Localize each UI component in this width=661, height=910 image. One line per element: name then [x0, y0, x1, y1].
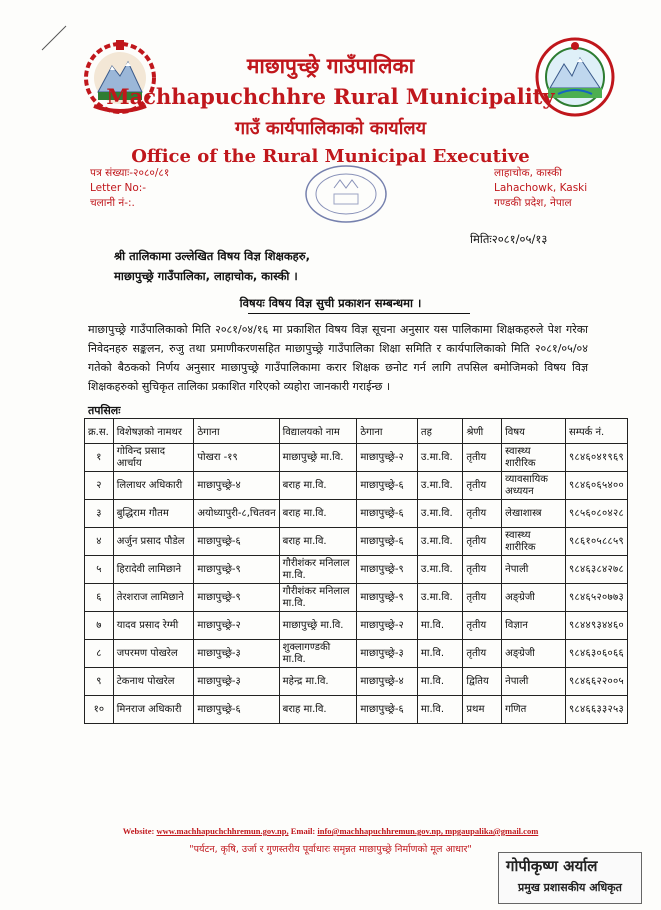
cell-school: बराह मा.वि. [279, 696, 357, 724]
cell-grade: तृतीय [463, 584, 502, 612]
cell-school-address: माछापुच्छ्रे-६ [357, 528, 418, 556]
col-header-contact: सम्पर्क नं. [566, 419, 628, 444]
cell-grade: तृतीय [463, 556, 502, 584]
footer-contact [0, 826, 661, 836]
cell-address: माछापुच्छ्रे-३ [194, 668, 279, 696]
website-link[interactable]: www.machhapuchchhremun.gov.np, [156, 826, 289, 836]
cell-grade: तृतीय [463, 500, 502, 528]
municipality-title-np: माछापुच्छ्रे गाउँपालिका [246, 54, 415, 78]
cell-subject: नेपाली [502, 556, 566, 584]
cell-subject: स्वास्थ्य शारीरिक [502, 444, 566, 472]
col-header-grade: श्रेणी [463, 419, 502, 444]
cell-level: मा.वि. [417, 668, 462, 696]
cell-sn: ९ [85, 668, 114, 696]
letter-meta-left [90, 166, 169, 211]
cell-school: महेन्द्र मा.वि. [279, 668, 357, 696]
subject-underline [248, 313, 470, 314]
email-label: Email: [290, 826, 316, 836]
col-header-school: विद्यालयको नाम [279, 419, 357, 444]
municipality-title-en: Machhapuchchhre Rural Municipality [106, 84, 555, 109]
col-header-school-address: ठेगाना [357, 419, 418, 444]
cell-school: माछापुच्छ्रे मा.वि. [279, 444, 357, 472]
cell-level: मा.वि. [417, 640, 462, 668]
letter-no: Letter No:- [90, 182, 147, 194]
chalani-no: चलानी नं-:. [90, 197, 135, 209]
cell-school: बराह मा.वि. [279, 528, 357, 556]
subject-line: विषयः विषय विज्ञ सुची प्रकाशन सम्बन्धमा । [239, 296, 422, 310]
cell-sn: ४ [85, 528, 114, 556]
place-np: लाहाचोक, कास्की [494, 167, 562, 179]
cell-school: बराह मा.वि. [279, 500, 357, 528]
cell-level: उ.मा.वि. [417, 472, 462, 500]
cell-grade: तृतीय [463, 444, 502, 472]
cell-grade: तृतीय [463, 528, 502, 556]
teacher-list-table [84, 418, 628, 724]
cell-name: टेकनाथ पोखरेल [113, 668, 194, 696]
cell-school-address: माछापुच्छ्रे-२ [357, 444, 418, 472]
cell-name: हिरादेवी लामिछाने [113, 556, 194, 584]
cell-name: लिलाधर अधिकारी [113, 472, 194, 500]
cell-name: गोविन्द प्रसाद आर्चाय [113, 444, 194, 472]
cell-school-address: माछापुच्छ्रे-४ [357, 668, 418, 696]
cell-school-address: माछापुच्छ्रे-९ [357, 584, 418, 612]
table-row [85, 528, 628, 556]
table-row [85, 584, 628, 612]
cell-sn: १० [85, 696, 114, 724]
cell-level: उ.मा.वि. [417, 556, 462, 584]
patra-sankhya: पत्र संख्याः-२०८०/८१ [90, 167, 170, 179]
table-row [85, 640, 628, 668]
col-header-level: तह [417, 419, 462, 444]
tapasil-label: तपसिलः [88, 404, 121, 417]
cell-address: माछापुच्छ्रे-३ [194, 640, 279, 668]
cell-contact: ९८४६३८४२७८ [566, 556, 628, 584]
footer-slogan: "पर्यटन, कृषि, उर्जा र गुणस्तरीय पूर्वाधारः समृन्नत माछापुच्छ्रे निर्माणको मूल आधार" [189, 844, 472, 855]
province: गण्डकी प्रदेश, नेपाल [494, 197, 572, 209]
cell-level: उ.मा.वि. [417, 528, 462, 556]
col-header-name: विशेषज्ञको नामथर [113, 419, 194, 444]
office-title-en: Office of the Rural Municipal Executive [131, 146, 530, 167]
cell-grade: प्रथम [463, 696, 502, 724]
cell-level: मा.वि. [417, 696, 462, 724]
cell-name: बुद्धिराम गौतम [113, 500, 194, 528]
cell-contact: ९८४६५२०७७३ [566, 584, 628, 612]
cell-sn: ७ [85, 612, 114, 640]
cell-sn: ३ [85, 500, 114, 528]
cell-contact: ९८४४९३४४६० [566, 612, 628, 640]
cell-subject: व्यावसायिक अध्ययन [502, 472, 566, 500]
cell-school: माछापुच्छ्रे मा.वि. [279, 612, 357, 640]
cell-school: शुक्लागण्डकी मा.वि. [279, 640, 357, 668]
signatory-title: प्रमुख प्रशासकीय अधिकृत [518, 881, 622, 894]
addressee-line2: माछापुच्छ्रे गाउँपालिका, लाहाचोक, कास्की । [114, 269, 298, 283]
cell-school-address: माछापुच्छ्रे-६ [357, 696, 418, 724]
cell-contact: ९८४६६२२००५ [566, 668, 628, 696]
cell-grade: तृतीय [463, 612, 502, 640]
corner-mark [40, 22, 70, 52]
cell-subject: अङ्ग्रेजी [502, 584, 566, 612]
cell-subject: नेपाली [502, 668, 566, 696]
cell-school: गौरीशंकर मनिलाल मा.वि. [279, 584, 357, 612]
cell-contact: ९८४६६३३२५३ [566, 696, 628, 724]
cell-grade: द्वितिय [463, 668, 502, 696]
cell-sn: ६ [85, 584, 114, 612]
addressee-line1: श्री तालिकामा उल्लेखित विषय विज्ञ शिक्षकहरु, [114, 249, 310, 263]
cell-grade: तृतीय [463, 640, 502, 668]
table-row [85, 444, 628, 472]
table-row [85, 696, 628, 724]
cell-school-address: माछापुच्छ्रे-२ [357, 612, 418, 640]
col-header-sn: क्र.स. [85, 419, 114, 444]
cell-address: माछापुच्छ्रे-९ [194, 556, 279, 584]
cell-name: मिनराज अधिकारी [113, 696, 194, 724]
cell-sn: १ [85, 444, 114, 472]
cell-grade: तृतीय [463, 472, 502, 500]
table-row [85, 556, 628, 584]
website-label: Website: [122, 826, 155, 836]
cell-name: जपरमण पोखरेल [113, 640, 194, 668]
cell-level: मा.वि. [417, 612, 462, 640]
cell-contact: ९८६१०५८८५९ [566, 528, 628, 556]
cell-school-address: माछापुच्छ्रे-९ [357, 556, 418, 584]
cell-address: माछापुच्छ्रे-९ [194, 584, 279, 612]
cell-contact: ९८४६०४१९६९ [566, 444, 628, 472]
cell-address: पोखरा -१९ [194, 444, 279, 472]
cell-school-address: माछापुच्छ्रे-६ [357, 472, 418, 500]
cell-address: माछापुच्छ्रे-४ [194, 472, 279, 500]
cell-school-address: माछापुच्छ्रे-३ [357, 640, 418, 668]
cell-school: गौरीशंकर मनिलाल मा.वि. [279, 556, 357, 584]
letter-meta-right [494, 166, 587, 211]
cell-school: बराह मा.वि. [279, 472, 357, 500]
cell-subject: स्वास्थ्य शारीरिक [502, 528, 566, 556]
office-stamp-icon [300, 160, 392, 224]
table-row [85, 612, 628, 640]
cell-address: माछापुच्छ्रे-६ [194, 528, 279, 556]
cell-subject: अङ्ग्रेजी [502, 640, 566, 668]
signatory-name: गोपीकृष्ण अर्याल [506, 857, 598, 875]
cell-school-address: माछापुच्छ्रे-६ [357, 500, 418, 528]
email-link[interactable]: info@machhapuchhremun.gov.np, mpgaupalika@gmail.com [317, 826, 539, 836]
cell-subject: विज्ञान [502, 612, 566, 640]
cell-level: उ.मा.वि. [417, 584, 462, 612]
cell-address: माछापुच्छ्रे-६ [194, 696, 279, 724]
cell-name: तेरशराज लामिछाने [113, 584, 194, 612]
cell-level: उ.मा.वि. [417, 444, 462, 472]
cell-address: अयोध्यापुरी-८,चितवन [194, 500, 279, 528]
cell-sn: ८ [85, 640, 114, 668]
cell-sn: २ [85, 472, 114, 500]
table-body [85, 444, 628, 724]
cell-level: उ.मा.वि. [417, 500, 462, 528]
cell-sn: ५ [85, 556, 114, 584]
table-row [85, 668, 628, 696]
body-paragraph: माछापुच्छ्रे गाउँपालिकाको मिति २०८१/०४/१६ मा प्रकाशित विषय विज्ञ सूचना अनुसार यस पालिकामा शिक्षकहरुले पेश गरेका निवेदनहरु सङ्कलन, रुजु तथा प्रमाणीकरणसहित माछापुच्छ्रे गाउँपालिका शिक्षा समिति र कार्यपालिकाको मिति २०८१/०५/०४ गतेको बैठकको निर्णय अनुसार माछापुच्छ्रे गाउँपालिकामा करार शिक्षक छनोट गर्न लागि तपसिल बमोजिमको विषय विज्ञ शिक्षकहरुको सुचिकृत तालिका प्रकाशित गरिएको व्यहोरा जानकारी गराईन्छ । [88, 323, 588, 393]
cell-name: अर्जुन प्रसाद पौडेल [113, 528, 194, 556]
cell-name: यादव प्रसाद रेग्मी [113, 612, 194, 640]
office-title-np: गाउँ कार्यपालिकाको कार्यालय [234, 118, 427, 139]
table-row [85, 500, 628, 528]
cell-contact: ९८४६३०६०६६ [566, 640, 628, 668]
place-en: Lahachowk, Kaski [494, 182, 588, 194]
table-row [85, 472, 628, 500]
table-header-row [85, 419, 628, 444]
cell-contact: ९८५६०८०४२८ [566, 500, 628, 528]
col-header-subject: विषय [502, 419, 566, 444]
letter-date: मितिः२०८१/०५/१३ [470, 232, 548, 246]
cell-contact: ९८४६०६५४०० [566, 472, 628, 500]
cell-subject: गणित [502, 696, 566, 724]
addressee [114, 246, 310, 286]
cell-address: माछापुच्छ्रे-२ [194, 612, 279, 640]
cell-subject: लेखाशास्त्र [502, 500, 566, 528]
col-header-address: ठेगाना [194, 419, 279, 444]
